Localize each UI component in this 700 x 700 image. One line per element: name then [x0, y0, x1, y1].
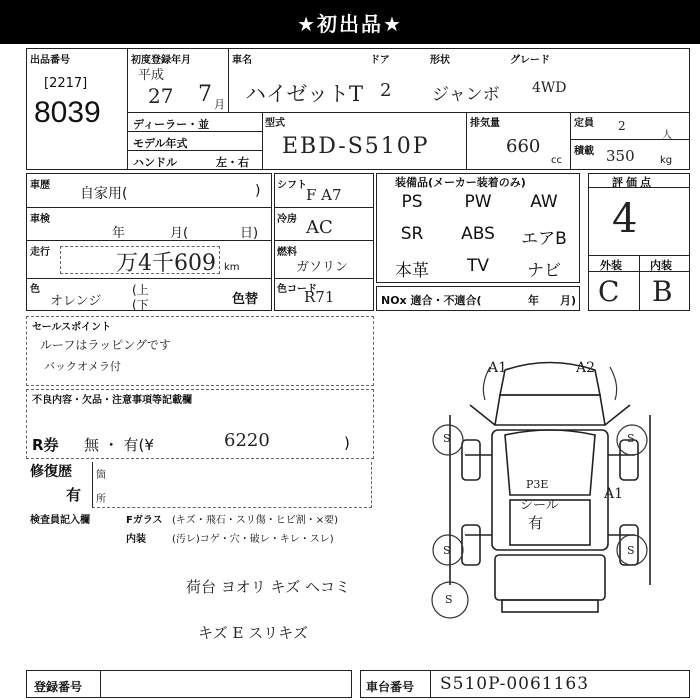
roof-note-3: 有 [528, 514, 544, 532]
car-name-label: 車名 [232, 55, 252, 66]
inspector-label: 検査員記入欄 [30, 515, 90, 526]
inspector-note1: 荷台 ヨオリ キズ ヘコミ [186, 578, 351, 596]
repair-note2: 所 [96, 494, 106, 505]
glass-options: (キズ・飛石・スリ傷・ヒビ割・×要) [172, 515, 338, 526]
grade-value: 4WD [532, 80, 567, 96]
color-code-label: 色コード [277, 284, 317, 295]
rating-label: 評価点 [612, 176, 654, 189]
model-year-label: モデル年式 [133, 137, 188, 150]
damage-a1-front-left: A1 [488, 360, 508, 376]
damage-right-front: S [627, 432, 635, 445]
history-close: ) [255, 183, 261, 199]
roof-note-2: シール [520, 498, 559, 513]
inspection-month: 月( [170, 226, 189, 241]
damage-bottom-left: S [445, 593, 453, 606]
model-value: EBD-S510P [282, 134, 430, 159]
color-value: オレンジ [50, 294, 102, 309]
color-label: 色 [30, 284, 40, 295]
damage-right-rear: S [627, 544, 635, 557]
exterior-label: 外装 [600, 259, 622, 272]
interior-options: (汚レ)コゲ・穴・破レ・キレ・スレ) [172, 534, 334, 545]
registration-month: 7 [198, 82, 212, 107]
shape-value: ジャンボ [432, 85, 500, 105]
chassis-label: 車台番号 [366, 680, 415, 694]
chassis-number: S510P-0061163 [440, 674, 590, 694]
nox-year: 年 [528, 294, 539, 307]
displacement-value: 660 [506, 136, 541, 157]
displacement-unit: cc [551, 155, 562, 166]
displacement-label: 排気量 [470, 118, 500, 129]
lot-number: 8039 [34, 96, 101, 129]
damage-a2-front-right: A2 [576, 360, 596, 376]
fuel-label: 燃料 [277, 247, 297, 258]
equip-aw: AW [530, 192, 558, 212]
color-upper: (上 [132, 283, 149, 297]
registration-month-suffix: 月 [214, 98, 225, 111]
mileage-label: 走行 [30, 247, 50, 258]
color-repaint-label: 色替 [232, 292, 259, 307]
seats-value: 2 [618, 119, 626, 133]
equip-navi: ナビ [527, 261, 561, 281]
equip-pw: PW [464, 192, 492, 212]
aircon-label: 冷房 [277, 214, 297, 225]
interior-label: 内装 [650, 259, 672, 272]
exterior-grade: C [598, 275, 620, 308]
inspection-year: 年 [112, 226, 126, 241]
doors-label: ドア [370, 55, 390, 66]
inspector-note2: キズ E スリキズ [198, 624, 308, 642]
sales-point-label: セールスポイント [32, 322, 112, 333]
sales-point-line1: ルーフはラッピングです [40, 338, 171, 352]
handle-label: ハンドル [133, 156, 177, 169]
nox-label: NOx 適合・不適合( [381, 294, 482, 307]
load-label: 積載 [574, 146, 594, 157]
aircon-value: AC [306, 217, 333, 238]
load-value: 350 [606, 147, 635, 165]
load-unit: kg [660, 155, 673, 166]
registration-era: 平成 [138, 68, 165, 83]
shape-label: 形状 [430, 55, 450, 66]
equipment-label: 装備品(メーカー装着のみ) [395, 176, 526, 189]
damage-left-front: S [443, 432, 451, 445]
r-ticket-label: R券 [32, 436, 59, 454]
equip-airbag: エアB [521, 229, 567, 249]
fuel-value: ガソリン [296, 260, 349, 275]
car-damage-diagram [410, 345, 690, 630]
r-ticket-amount: 6220 [224, 430, 270, 451]
damage-right-mid: A1 [604, 486, 624, 502]
color-lower: (下 [132, 298, 149, 312]
interior-grade: B [652, 275, 673, 308]
registration-year: 27 [148, 84, 174, 108]
glass-label: Fガラス [126, 515, 163, 526]
equip-tv: TV [466, 256, 489, 276]
color-code-value: R71 [304, 288, 335, 306]
lot-code: [2217] [44, 76, 88, 91]
equip-sr: SR [400, 224, 424, 244]
doors-value: 2 [380, 80, 392, 101]
r-ticket-options: 無 ・ 有(¥ [84, 436, 154, 454]
page-title: ★初出品★ [0, 0, 700, 44]
sales-point-line2: バックオメラ付 [44, 360, 121, 373]
repair-label: 修復歴 [30, 464, 72, 480]
grade-label: グレード [510, 55, 550, 66]
repair-note1: 箇 [96, 470, 106, 481]
repair-value: 有 [66, 486, 82, 504]
r-ticket-close: ) [344, 434, 350, 452]
equip-abs: ABS [461, 224, 495, 244]
history-value: 自家用( [80, 186, 128, 202]
mileage-unit: km [224, 262, 240, 273]
model-label: 型式 [265, 118, 285, 129]
equip-leather: 本革 [395, 261, 429, 281]
roof-note-1: P3E [526, 478, 549, 491]
history-label: 車歴 [30, 180, 50, 191]
rating-score: 4 [612, 196, 638, 242]
interior-inspect-label: 内装 [126, 534, 146, 545]
lot-label: 出品番号 [30, 55, 70, 66]
equip-ps: PS [401, 192, 423, 212]
seats-label: 定員 [574, 118, 594, 129]
mileage-value: 万4千609 [116, 251, 216, 276]
shift-label: シフト [277, 180, 307, 191]
registration-label: 初度登録年月 [131, 55, 191, 66]
dealer-label: ディーラー・並 [133, 118, 210, 131]
seats-unit: 人 [662, 130, 672, 141]
nox-month: 月) [560, 294, 577, 307]
car-name: ハイゼットT [245, 82, 363, 106]
defects-label: 不良内容・欠品・注意事項等記載欄 [32, 395, 192, 406]
shift-value: F A7 [306, 186, 342, 204]
inspection-label: 車検 [30, 214, 50, 225]
damage-left-rear: S [443, 544, 451, 557]
reg-number-label: 登録番号 [34, 680, 83, 694]
handle-options: 左・右 [216, 156, 249, 169]
inspection-day: 日) [240, 226, 259, 241]
